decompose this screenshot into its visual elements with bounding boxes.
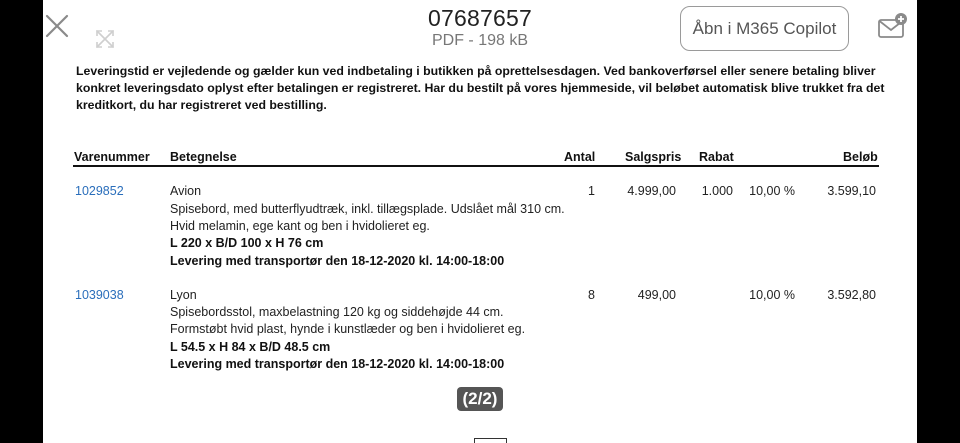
item-discount-percent: 10,00 % xyxy=(749,288,795,302)
mail-add-icon[interactable] xyxy=(877,12,909,40)
item-name: Avion xyxy=(170,184,202,198)
next-page-edge xyxy=(474,438,507,443)
item-description: Spisebord, med butterflyudtræk, inkl. tillægsplade. Udslået mål 310 cm. xyxy=(170,202,565,216)
viewer-header xyxy=(43,0,917,58)
delivery-notice: Leveringstid er vejledende og gælder kun ved indbetaling i butikken på oprettelsesdagen. Ved bankoverførsel eller senere betaling bliver konkret leveringsdato oplyst efter betalingen er registreret. Har du bestilt på vores hjemmeside, vil beløbet automatisk blive trukket fra det kreditkort, du har registreret ved bestilling. xyxy=(76,64,885,112)
column-header-betegnelse: Betegnelse xyxy=(170,150,237,164)
item-amount: 3.599,10 xyxy=(827,184,876,198)
item-delivery: Levering med transportør den 18-12-2020 kl. 14:00-18:00 xyxy=(170,357,505,371)
item-number-link[interactable]: 1029852 xyxy=(75,184,124,198)
item-delivery: Levering med transportør den 18-12-2020 kl. 14:00-18:00 xyxy=(170,254,505,268)
document-viewer xyxy=(43,0,917,443)
item-price: 4.999,00 xyxy=(627,184,676,198)
item-material: Formstøbt hvid plast, hynde i kunstlæder og ben i hvidolieret eg. xyxy=(170,322,526,336)
item-discount-percent: 10,00 % xyxy=(749,184,795,198)
item-quantity: 1 xyxy=(588,184,595,198)
item-amount: 3.592,80 xyxy=(827,288,876,302)
item-dimensions: L 220 x B/D 100 x H 76 cm xyxy=(170,236,324,250)
page-indicator: (2/2) xyxy=(457,387,503,411)
item-discount-amount: 1.000 xyxy=(701,184,733,198)
column-header-antal: Antal xyxy=(564,150,596,164)
item-quantity: 8 xyxy=(588,288,595,302)
item-dimensions: L 54.5 x H 84 x B/D 48.5 cm xyxy=(170,340,331,354)
document-title: 07687657 xyxy=(428,5,532,31)
document-file-info: PDF - 198 kB xyxy=(431,32,529,49)
column-header-rabat: Rabat xyxy=(699,150,734,164)
item-description: Spisebordsstol, maxbelastning 120 kg og siddehøjde 44 cm. xyxy=(170,305,504,319)
column-header-belob: Beløb xyxy=(843,150,878,164)
column-header-varenummer: Varenummer xyxy=(74,150,150,164)
item-number-link[interactable]: 1039038 xyxy=(75,288,124,302)
column-header-salgspris: Salgspris xyxy=(625,150,682,164)
item-price: 499,00 xyxy=(637,288,676,302)
item-name: Lyon xyxy=(170,288,197,302)
table-header-divider xyxy=(73,165,879,167)
open-in-copilot-button[interactable]: Åbn i M365 Copilot xyxy=(680,6,849,51)
item-material: Hvid melamin, ege kant og ben i hvidolieret eg. xyxy=(170,219,430,233)
